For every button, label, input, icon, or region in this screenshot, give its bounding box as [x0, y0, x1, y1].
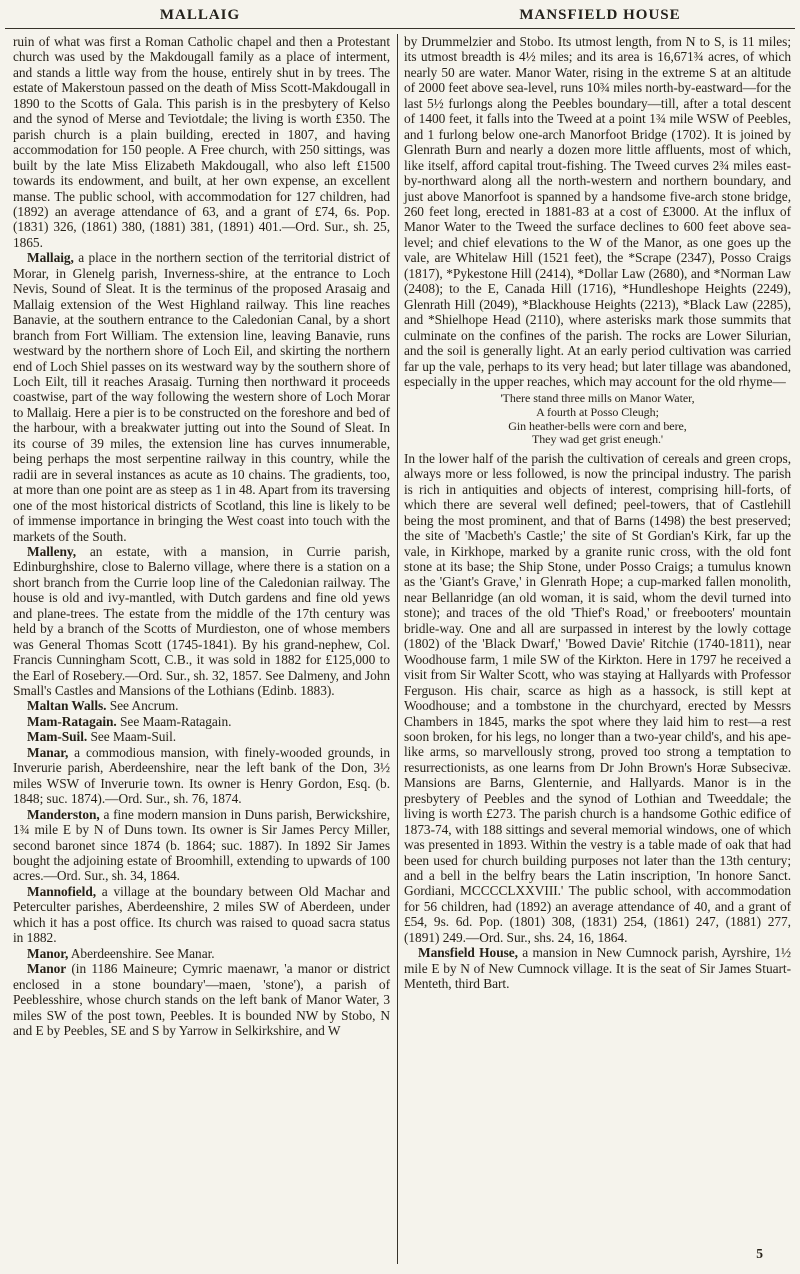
entry-paragraph: [13, 745, 390, 807]
entry-paragraph: [13, 729, 390, 744]
entry-term: Mam-Suil.: [27, 729, 88, 745]
entry-term: Mallaig,: [27, 250, 74, 266]
entry-term: Mam-Ratagain.: [27, 713, 117, 729]
running-head-left: MALLAIG: [159, 7, 241, 23]
entry-term: Manar,: [27, 744, 69, 760]
entry-text: See Maam-Suil.: [87, 729, 177, 745]
running-head-right: MANSFIELD HOUSE: [519, 7, 681, 23]
entry-paragraph: [13, 34, 390, 250]
poem-line: They wad get grist eneugh.': [531, 432, 664, 447]
left-column: [13, 34, 390, 1264]
entry-text: a commodious mansion, with finely-wooded grounds, in Inverurie parish, Aberdeenshire, near the left bank of the Don, 3½ miles WSW of Inverurie town. Its owner is Henry Gordon, Esq. (b. 1848; suc. 1874).—Ord. Sur., sh. 76, 1874.: [13, 744, 390, 807]
entry-text: by Drummelzier and Stobo. Its utmost length, from N to S, is 11 miles; its utmost breadth is 4½ miles; and its area is 16,671¾ acres, of which nearly 50 are water. Manor Water, rising in the extreme S at an altitude of 2000 feet above sea-level, runs 10¾ miles north-by-eastward—for the last 5½ furlongs along the Peebles boundary—till, after a total descent of 1400 feet, it falls into the Tweed at a point 1¾ mile WSW of Peebles, and 1 furlong below one-arch Manorfoot Bridge (1702). It is joined by Glenrath Burn and nearly a dozen more little affluents, most of which, like itself, afford capital trout-fishing. The Tweed curves 2¾ miles east-by-northward along all the north-western and northern boundary, and just above Manorfoot is spanned by a handsome five-arch stone bridge, 260 feet long, erected in 1881-83 at a cost of £3000. At the influx of Manor Water to the Tweed the surface declines to 600 feet above sea-level; and chief elevations to the W of the Manor, as one goes up the vale, are Whitelaw Hill (1521 feet), the *Scrape (2347), Posso Craigs (1817), *Pykestone Hill (2414), *Dollar Law (2680), and *Norman Law (2408); to the E, Canada Hill (1716), *Hundleshope Heights (2249), Glenrath Hill (2049), *Blackhouse Heights (2213), *Black Law (2285), and *Shielhope Head (2110), where asterisks mark those summits that culminate on the confines of the parish. The rocks are Lower Silurian, and the soil is generally light. At an early period cultivation was carried far up the vale, perhaps to its very head; but later tillage was abandoned, especially in the upper reaches, which may account for the old rhyme—: [404, 34, 791, 389]
entry-text: a mansion in New Cumnock parish, Ayrshire, 1½ mile E by N of New Cumnock village. It is the seat of Sir James Stuart-Menteth, third Bart.: [404, 945, 791, 992]
text-columns: [0, 29, 800, 1264]
entry-paragraph: [13, 698, 390, 713]
page-number: 5: [756, 1246, 763, 1261]
entry-text: a place in the northern section of the territorial district of Morar, in Glenelg parish, Inverness-shire, at the entrance to Loch Nevis, Sound of Sleat. It is the terminus of the proposed Arasaig and Mallaig extension of the West Highland railway. This line reaches Banavie, at the southern entrance to the Caledonian Canal, by a short branch from Fort William. The extension line, leaving Banavie, runs westward by the northern shore of Loch Eil, and skirting the northern end of Loch Shiel passes on its westward way by the southern shore of Loch Eilt, till it reaches Arasaig. Turning then northward it proceeds coastwise, part of the way following the western shore of Loch Morar to Mallaig. Here a pier is to be constructed on the foreshore and bed of the harbour, with a breakwater jutting out into the Sound of Sleat. In its course of 39 miles, the extension line has curves innumerable, being perhaps the most serpentine railway in this country, while the radii are in several instances as acute as 10 chains. The gradients, too, at more than one point are as steep as 1 in 48. Apart from its traversing one of the most historical districts of Scotland, this line is likely to be of immense importance in bringing the West coast into touch with the markets of the South.: [13, 250, 390, 544]
entry-text: a fine modern mansion in Duns parish, Berwickshire, 1¾ mile E by N of Duns town. Its owner is Sir James Percy Miller, second baronet since 1874 (b. 1864; suc. 1887). In 1892 Sir James bought the adjoining estate of Broomhill, extending to upwards of 100 acres.—Ord. Sur., sh. 34, 1864.: [13, 806, 390, 884]
right-column: [404, 34, 791, 1264]
entry-text: ruin of what was first a Roman Catholic chapel and then a Protestant church was used by the Makdougall family as a place of interment, and stands a little way from the house, entirely shut in by trees. The estate of Makerstoun passed on the death of Miss Scott-Makdougall in 1890 to the Scotts of Gala. This parish is in the presbytery of Kelso and the synod of Merse and Teviotdale; the living is worth £350. The parish church is a plain building, erected in 1807, and having accommodation for 150 people. A Free church, with 250 sittings, was built by the late Miss Elizabeth Makdougall, who also left £1500 towards its endowment, and built, at her own expense, an excellent manse. The public school, with accommodation for 127 children, had (1892) an average attendance of 63, and a grant of £74, 6s. Pop. (1831) 326, (1861) 380, (1881) 381, (1891) 401.—Ord. Sur., sh. 25, 1865.: [13, 34, 390, 250]
entry-term: Manor: [27, 961, 67, 977]
entry-paragraph: [404, 34, 791, 389]
entry-text: an estate, with a mansion, in Currie parish, Edinburghshire, close to Balerno village, where there is a station on a short branch from the Currie loop line of the Caledonian railway. The house is old and ivy-mantled, with Dutch gardens and fine old yews and plane-trees. The estate from the middle of the 17th century was held by a branch of the Scotts of Murdieston, one of whose members was General Thomas Scott (1745-1841). By his grand-nephew, Col. Francis Cunningham Scott, C.B., it was sold in 1882 for £125,000 to the Earl of Rosebery.—Ord. Sur., sh. 32, 1857. See Dalmeny, and John Small's Castles and Mansions of the Lothians (Edinb. 1883).: [13, 543, 390, 699]
entry-paragraph: [13, 961, 390, 1038]
entry-paragraph: [13, 714, 390, 729]
entry-paragraph: [13, 544, 390, 699]
entry-term: Malleny,: [27, 543, 77, 559]
entry-paragraph: [404, 945, 791, 991]
poem-line: A fourth at Posso Cleugh;: [536, 405, 659, 420]
entry-text: a village at the boundary between Old Machar and Peterculter parishes, Aberdeenshire, 2 miles SW of Aberdeen, under which it has a post office. Its church was raised to quoad sacra status in 1882.: [13, 883, 390, 946]
entry-term: Manor,: [27, 945, 69, 961]
column-divider: [397, 34, 398, 1264]
entry-text: In the lower half of the parish the cultivation of cereals and green crops, always more or less followed, is now the principal industry. The parish is rich in antiquities and objects of interest, comprising hill-forts, of which there are several well defined; peel-towers, that of Castlehill being the most prominent, and that of Barns (1498) the best preserved; the site of 'Macbeth's Castle;' the site of St Gordian's Kirk, far up the vale, in Kirkhope, marked by a granite runic cross, with the old font stone at its base; the Ship Stone, under Posso Craigs; a tumulus known as the 'Giant's Grave,' in Glenrath Hope; a cup-marked fallen monolith, near Bellanridge (an old woman, it is said, whom the devil turned into stone); and traces of the old 'Thief's Road,' or freebooters' mountain bridle-way. One and all are surpassed in interest by the lowly cottage (1802) of the 'Black Dwarf,' 'Bowed Davie' Ritchie (1740-1811), near Woodhouse farm, 1 mile SW of the Kirkton. Here in 1797 he received a visit from Sir Walter Scott, who was staying at Hallyards with Professor Ferguson. His chair, scarce as high as a hassock, is still kept at Woodhouse; and a tombstone in the churchyard, erected by Messrs Chambers in 1845, marks the spot where they laid him to rest—a rest soon broken, for his legs, no longer than a two-year child's, and his ape-like arms, so marvellously strong, proved too strong a temptation to resurrectionists, as one learns from Dr John Brown's Horæ Subsecivæ. Mansions are Barns, Glenternie, and Hallyards. Manor is in the presbytery of Peebles and the synod of Lothian and Tweeddale; the living is worth £273. The parish church is a handsome Gothic edifice of 1873-74, with 188 sittings and several memorial windows, one of which was presented in 1893. Within the vestry is a table made of oak that had been used for church building purposes not later than the 13th century; and a bell in the belfry bears the Latin inscription, 'In honore Sanct. Gordiani, MCCCCLXXVIII.' The public school, with accommodation for 56 children, had (1892) an average attendance of 40, and a grant of £54, 9s. 6d. Pop. (1801) 308, (1831) 254, (1861) 247, (1881) 277, (1891) 249.—Ord. Sur., shs. 24, 16, 1864.: [404, 450, 791, 945]
entry-term: Manderston,: [27, 806, 100, 822]
poem-line: Gin heather-bells were corn and bere,: [508, 418, 687, 433]
entry-paragraph: [13, 946, 390, 961]
entry-paragraph: [404, 451, 791, 946]
poem-line: 'There stand three mills on Manor Water,: [500, 391, 695, 406]
entry-term: Mannofield,: [27, 883, 97, 899]
entry-paragraph: [13, 884, 390, 946]
entry-term: Maltan Walls.: [27, 698, 107, 714]
entry-text: See Ancrum.: [106, 698, 179, 714]
entry-paragraph: [13, 807, 390, 884]
entry-text: See Maam-Ratagain.: [116, 713, 232, 729]
poem-block: [404, 392, 791, 446]
entry-text: Aberdeenshire. See Manar.: [68, 945, 215, 961]
entry-term: Mansfield House,: [418, 945, 518, 961]
running-heads: [0, 0, 800, 24]
entry-text: (in 1186 Maineure; Cymric maenawr, 'a manor or district enclosed in a stone boundary'—maen, 'stone'), a parish of Peeblesshire, whose church stands on the left bank of Manor Water, 3 miles SW of the post town, Peebles. It is bounded NW by Stobo, N and E by Peebles, SE and S by Yarrow in Selkirkshire, and W: [13, 961, 390, 1038]
entry-paragraph: [13, 250, 390, 544]
